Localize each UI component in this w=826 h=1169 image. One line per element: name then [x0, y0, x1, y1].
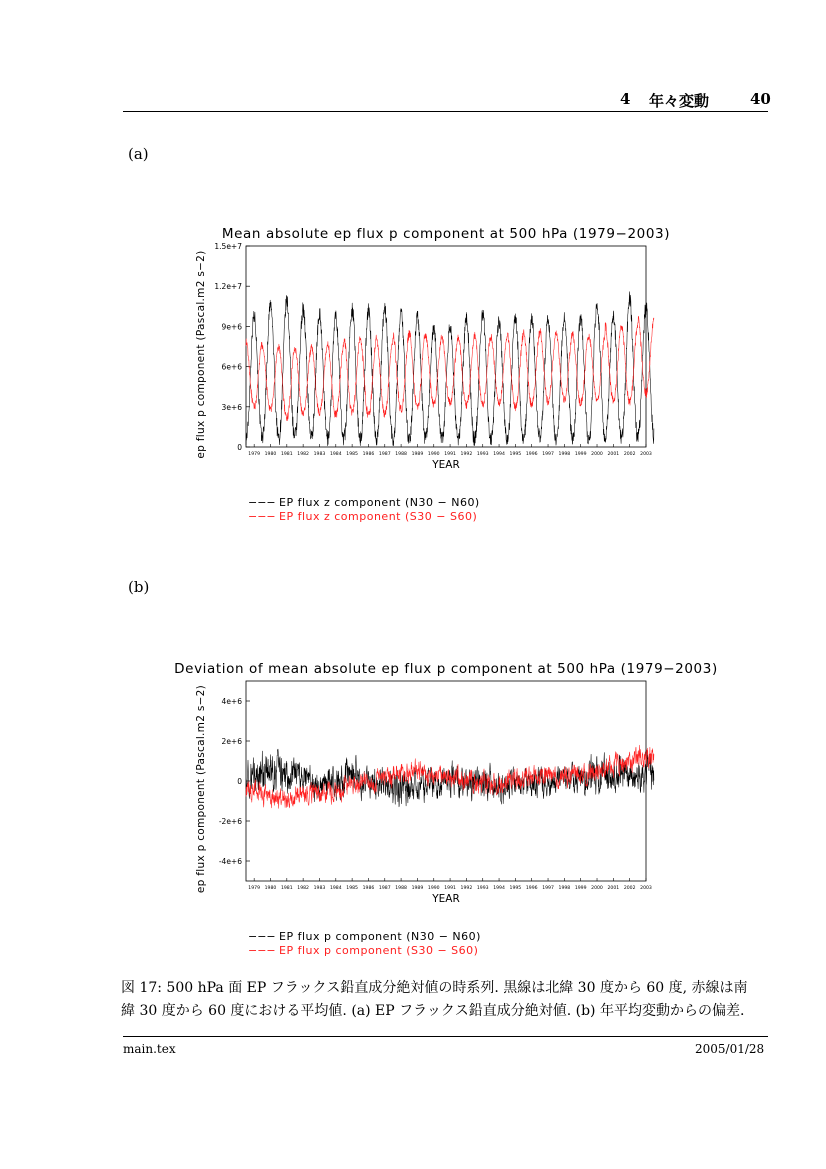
- chart-b-legend-label-0: EP flux p component (N30 − N60): [279, 930, 481, 943]
- chart-b-series-1-line: [246, 745, 654, 808]
- page-number: 40: [750, 90, 771, 108]
- chart-b-xtick-label-16: 1995: [509, 886, 522, 891]
- chart-b-xtick-label-5: 1984: [329, 886, 342, 891]
- chart-b-xtick-label-0: 1979: [248, 886, 261, 891]
- chart-a-xtick-label-18: 1997: [542, 452, 554, 457]
- section-title: 年々変動: [649, 92, 710, 110]
- chart-a-xtick-label-0: 1979: [248, 452, 261, 457]
- chart-b-xtick-label-7: 1986: [362, 886, 375, 891]
- caption-line-2: 緯 30 度から 60 度における平均値. (a) EP フラックス鉛直成分絶対値. (b) 年平均変動からの偏差.: [121, 1003, 745, 1019]
- chart-a-xtick-label-15: 1994: [493, 452, 505, 457]
- chart-b-xtick-label-8: 1987: [378, 886, 391, 891]
- chart-b-xtick-label-13: 1992: [460, 886, 473, 891]
- chart-a-ylabel: ep flux p component (Pascal.m2 s−2): [195, 250, 207, 459]
- chart-b-legend-label-1: EP flux p component (S30 − S60): [279, 944, 479, 957]
- chart-a-xtick-label-1: 1980: [264, 452, 277, 457]
- footer-filename: main.tex: [123, 1042, 176, 1056]
- chart-b-xtick-label-6: 1985: [346, 886, 358, 891]
- chart-a-xtick-label-13: 1992: [460, 452, 473, 457]
- chart-a-xtick-label-4: 1983: [313, 452, 326, 457]
- footer-date: 2005/01/28: [695, 1042, 765, 1056]
- chart-a-xtick-label-5: 1984: [329, 452, 342, 457]
- chart-a-xtick-label-20: 1999: [574, 452, 587, 457]
- figure-caption: [121, 977, 771, 1023]
- chart-b-legend-symbol-0: −−−: [248, 930, 276, 943]
- chart-b-ytick-label-2: 0: [237, 777, 242, 786]
- chart-a-xlabel: YEAR: [432, 459, 460, 471]
- chart-a-xtick-label-14: 1993: [476, 452, 489, 457]
- chart-b-ytick-label-1: -2e+6: [218, 817, 242, 826]
- chart-a-xtick-label-7: 1986: [362, 452, 375, 457]
- chart-a-ytick-label-4: 1.2e+7: [214, 282, 242, 292]
- chart-a-legend-symbol-1: −−−: [248, 510, 276, 523]
- chart-b-xtick-label-2: 1981: [280, 886, 293, 891]
- chart-a-xtick-label-23: 2002: [623, 452, 636, 457]
- chart-b-ytick-label-0: -4e+6: [218, 857, 242, 866]
- chart-b-ytick-label-4: 4e+6: [221, 697, 242, 706]
- section-number: 4: [620, 90, 631, 108]
- footer-rule: [123, 1036, 768, 1037]
- panel-label-b: (b): [128, 578, 150, 596]
- chart-b-xtick-label-3: 1982: [297, 886, 309, 891]
- chart-b-xtick-label-24: 2003: [640, 886, 652, 891]
- chart-a-ytick-label-2: 6e+6: [221, 362, 242, 372]
- chart-b-ytick-label-3: 2e+6: [221, 737, 242, 746]
- chart-a-legend-label-0: EP flux z component (N30 − N60): [279, 496, 480, 509]
- chart-a-title: Mean absolute ep flux p component at 500 hPa (1979−2003): [221, 226, 671, 242]
- chart-b-title: Deviation of mean absolute ep flux p component at 500 hPa (1979−2003): [174, 661, 718, 677]
- chart-a-xtick-label-16: 1995: [509, 452, 522, 457]
- chart-b-xtick-label-11: 1990: [427, 886, 440, 891]
- chart-b-xtick-label-14: 1993: [476, 886, 489, 891]
- chart-a-ytick-label-1: 3e+6: [221, 402, 242, 412]
- chart-b-xtick-label-23: 2002: [623, 886, 636, 891]
- panel-label-a: (a): [128, 145, 149, 163]
- chart-b-xtick-label-17: 1996: [525, 886, 538, 891]
- chart-b-xlabel: YEAR: [432, 893, 460, 905]
- chart-a-xtick-label-17: 1996: [525, 452, 538, 457]
- chart-a-xtick-label-2: 1981: [280, 452, 293, 457]
- chart-a-xtick-label-6: 1985: [346, 452, 358, 457]
- chart-a-ytick-label-5: 1.5e+7: [214, 242, 242, 251]
- chart-b-xtick-label-20: 1999: [574, 886, 587, 891]
- chart-a-xtick-label-21: 2000: [591, 452, 603, 457]
- chart-b-xtick-label-12: 1991: [444, 886, 456, 891]
- chart-a-xtick-label-10: 1989: [411, 452, 424, 457]
- chart-b-xtick-label-10: 1989: [411, 886, 424, 891]
- chart-b-xtick-label-19: 1998: [558, 886, 571, 891]
- chart-b-xtick-label-1: 1980: [264, 886, 277, 891]
- chart-b-xtick-label-9: 1988: [395, 886, 407, 891]
- chart-a-legend-symbol-0: −−−: [248, 496, 276, 509]
- chart-b-xtick-label-21: 2000: [591, 886, 603, 891]
- chart-a-legend-label-1: EP flux z component (S30 − S60): [279, 510, 478, 523]
- chart-a-xtick-label-24: 2003: [640, 452, 652, 457]
- chart-b-xtick-label-18: 1997: [542, 886, 554, 891]
- chart-a-xtick-label-12: 1991: [444, 452, 456, 457]
- chart-b-xtick-label-15: 1994: [493, 886, 505, 891]
- chart-a-xtick-label-8: 1987: [378, 452, 391, 457]
- chart-a-xtick-label-3: 1982: [297, 452, 309, 457]
- chart-b-xtick-label-22: 2001: [607, 886, 620, 891]
- chart-b-legend-symbol-1: −−−: [248, 944, 276, 957]
- chart-b-xtick-label-4: 1983: [313, 886, 326, 891]
- chart-b-ylabel: ep flux p component (Pascal.m2 s−2): [195, 684, 207, 894]
- chart-a-xtick-label-19: 1998: [558, 452, 571, 457]
- chart-a-xtick-label-22: 2001: [607, 452, 620, 457]
- chart-a-ytick-label-3: 9e+6: [221, 322, 242, 332]
- chart-a-ytick-label-0: 0: [237, 443, 242, 452]
- caption-line-1: 図 17: 500 hPa 面 EP フラックス鉛直成分絶対値の時系列. 黒線は北緯 30 度から 60 度, 赤線は南: [121, 980, 748, 996]
- chart-a-xtick-label-9: 1988: [395, 452, 407, 457]
- chart-a-xtick-label-11: 1990: [427, 452, 440, 457]
